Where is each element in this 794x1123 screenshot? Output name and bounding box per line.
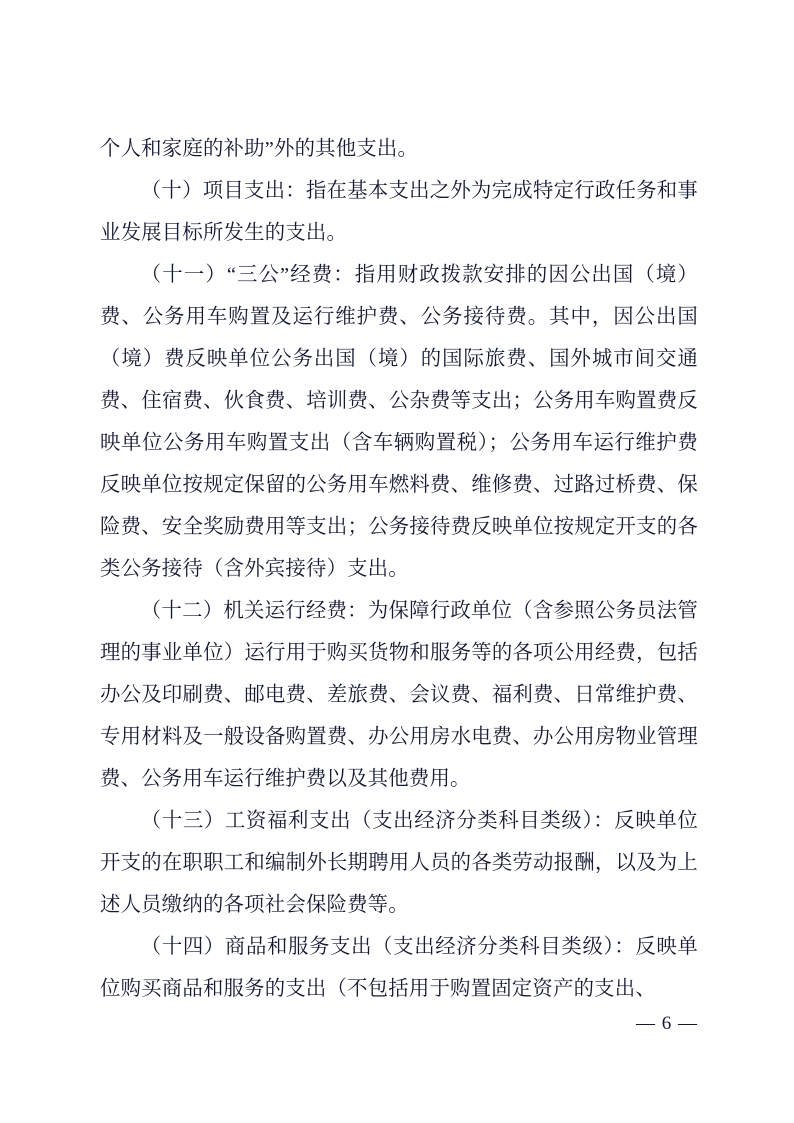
page-number: — 6 — [636,1013,698,1034]
paragraph-item-10: （十）项目支出：指在基本支出之外为完成特定行政任务和事业发展目标所发生的支出。 [100,180,698,244]
paragraph-item-13: （十三）工资福利支出（支出经济分类科目类级）：反映单位开支的在职职工和编制外长期聘用人员的各类劳动报酬，以及为上述人员缴纳的各项社会保险费等。 [100,810,698,916]
paragraph-item-14: （十四）商品和服务支出（支出经济分类科目类级）：反映单位购买商品和服务的支出（不包括用于购置固定资产的支出、 [100,936,698,1000]
document-body [100,128,698,1010]
paragraph-item-11: （十一）“三公”经费：指用财政拨款安排的因公出国（境）费、公务用车购置及运行维护费、公务接待费。其中，因公出国（境）费反映单位公务出国（境）的国际旅费、国外城市间交通费、住宿费、伙食费、培训费、公杂费等支出；公务用车购置费反映单位公务用车购置支出（含车辆购置税）；公务用车运行维护费反映单位按规定保留的公务用车燃料费、维修费、过路过桥费、保险费、安全奖励费用等支出；公务接待费反映单位按规定开支的各类公务接待（含外宾接待）支出。 [100,264,698,580]
paragraph-continued: 个人和家庭的补助”外的其他支出。 [100,138,419,160]
paragraph-item-12: （十二）机关运行经费：为保障行政单位（含参照公务员法管理的事业单位）运行用于购买货物和服务等的各项公用经费，包括办公及印刷费、邮电费、差旅费、会议费、福利费、日常维护费、专用材料及一般设备购置费、办公用房水电费、办公用房物业管理费、公务用车运行维护费以及其他费用。 [100,600,698,790]
